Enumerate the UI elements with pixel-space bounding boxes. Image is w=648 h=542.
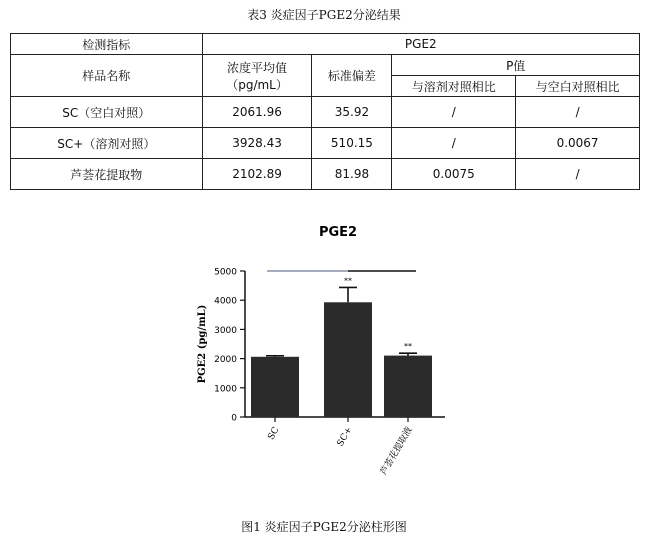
- x-tick-label: SC: [266, 425, 282, 442]
- cell-vs-blank: 0.0067: [516, 128, 640, 159]
- pge2-chart: [185, 222, 475, 492]
- cell-sd: 510.15: [312, 128, 392, 159]
- chart-svg: [185, 222, 475, 492]
- significance-label: **: [344, 276, 352, 286]
- cell-sd: 35.92: [312, 97, 392, 128]
- header-pge2: PGE2: [202, 34, 639, 55]
- figure-caption: 图1 炎症因子PGE2分泌柱形图: [241, 520, 407, 534]
- header-pvalue: P值: [392, 55, 640, 76]
- cell-mean: 3928.43: [202, 128, 312, 159]
- bar: [324, 302, 372, 417]
- header-indicator: 检测指标: [11, 34, 203, 55]
- results-table: [10, 33, 640, 190]
- cell-vs-solvent: /: [392, 128, 516, 159]
- y-tick-label: 4000: [214, 296, 237, 307]
- header-vs-solvent: 与溶剂对照相比: [392, 76, 516, 97]
- cell-sd: 81.98: [312, 159, 392, 190]
- table-caption: 表3 炎症因子PGE2分泌结果: [247, 8, 401, 22]
- cell-sample-name: 芦荟花提取物: [11, 159, 203, 190]
- cell-vs-solvent: /: [392, 97, 516, 128]
- header-vs-blank: 与空白对照相比: [516, 76, 640, 97]
- cell-mean: 2061.96: [202, 97, 312, 128]
- bar: [251, 357, 299, 417]
- x-tick-label: 芦荟花提取液: [378, 425, 415, 478]
- table-row: [11, 97, 640, 128]
- cell-sample-name: SC+（溶剂对照）: [11, 128, 203, 159]
- cell-vs-blank: /: [516, 159, 640, 190]
- x-tick-label: SC+: [335, 425, 355, 449]
- y-tick-label: 3000: [214, 325, 237, 336]
- cell-vs-blank: /: [516, 97, 640, 128]
- cell-vs-solvent: 0.0075: [392, 159, 516, 190]
- header-sd: 标准偏差: [312, 55, 392, 97]
- header-sample-name: 样品名称: [11, 55, 203, 97]
- table-row: [11, 128, 640, 159]
- bar: [384, 356, 432, 417]
- y-tick-label: 2000: [214, 355, 237, 366]
- cell-sample-name: SC（空白对照）: [11, 97, 203, 128]
- y-tick-label: 0: [231, 413, 237, 424]
- table-row: [11, 159, 640, 190]
- y-tick-label: 1000: [214, 384, 237, 395]
- y-tick-label: 5000: [214, 267, 237, 278]
- significance-label: **: [404, 342, 412, 352]
- header-mean: 浓度平均值（pg/mL）: [202, 55, 312, 97]
- cell-mean: 2102.89: [202, 159, 312, 190]
- chart-title: PGE2: [318, 225, 358, 240]
- y-axis-label: PGE2 (pg/mL): [197, 304, 208, 384]
